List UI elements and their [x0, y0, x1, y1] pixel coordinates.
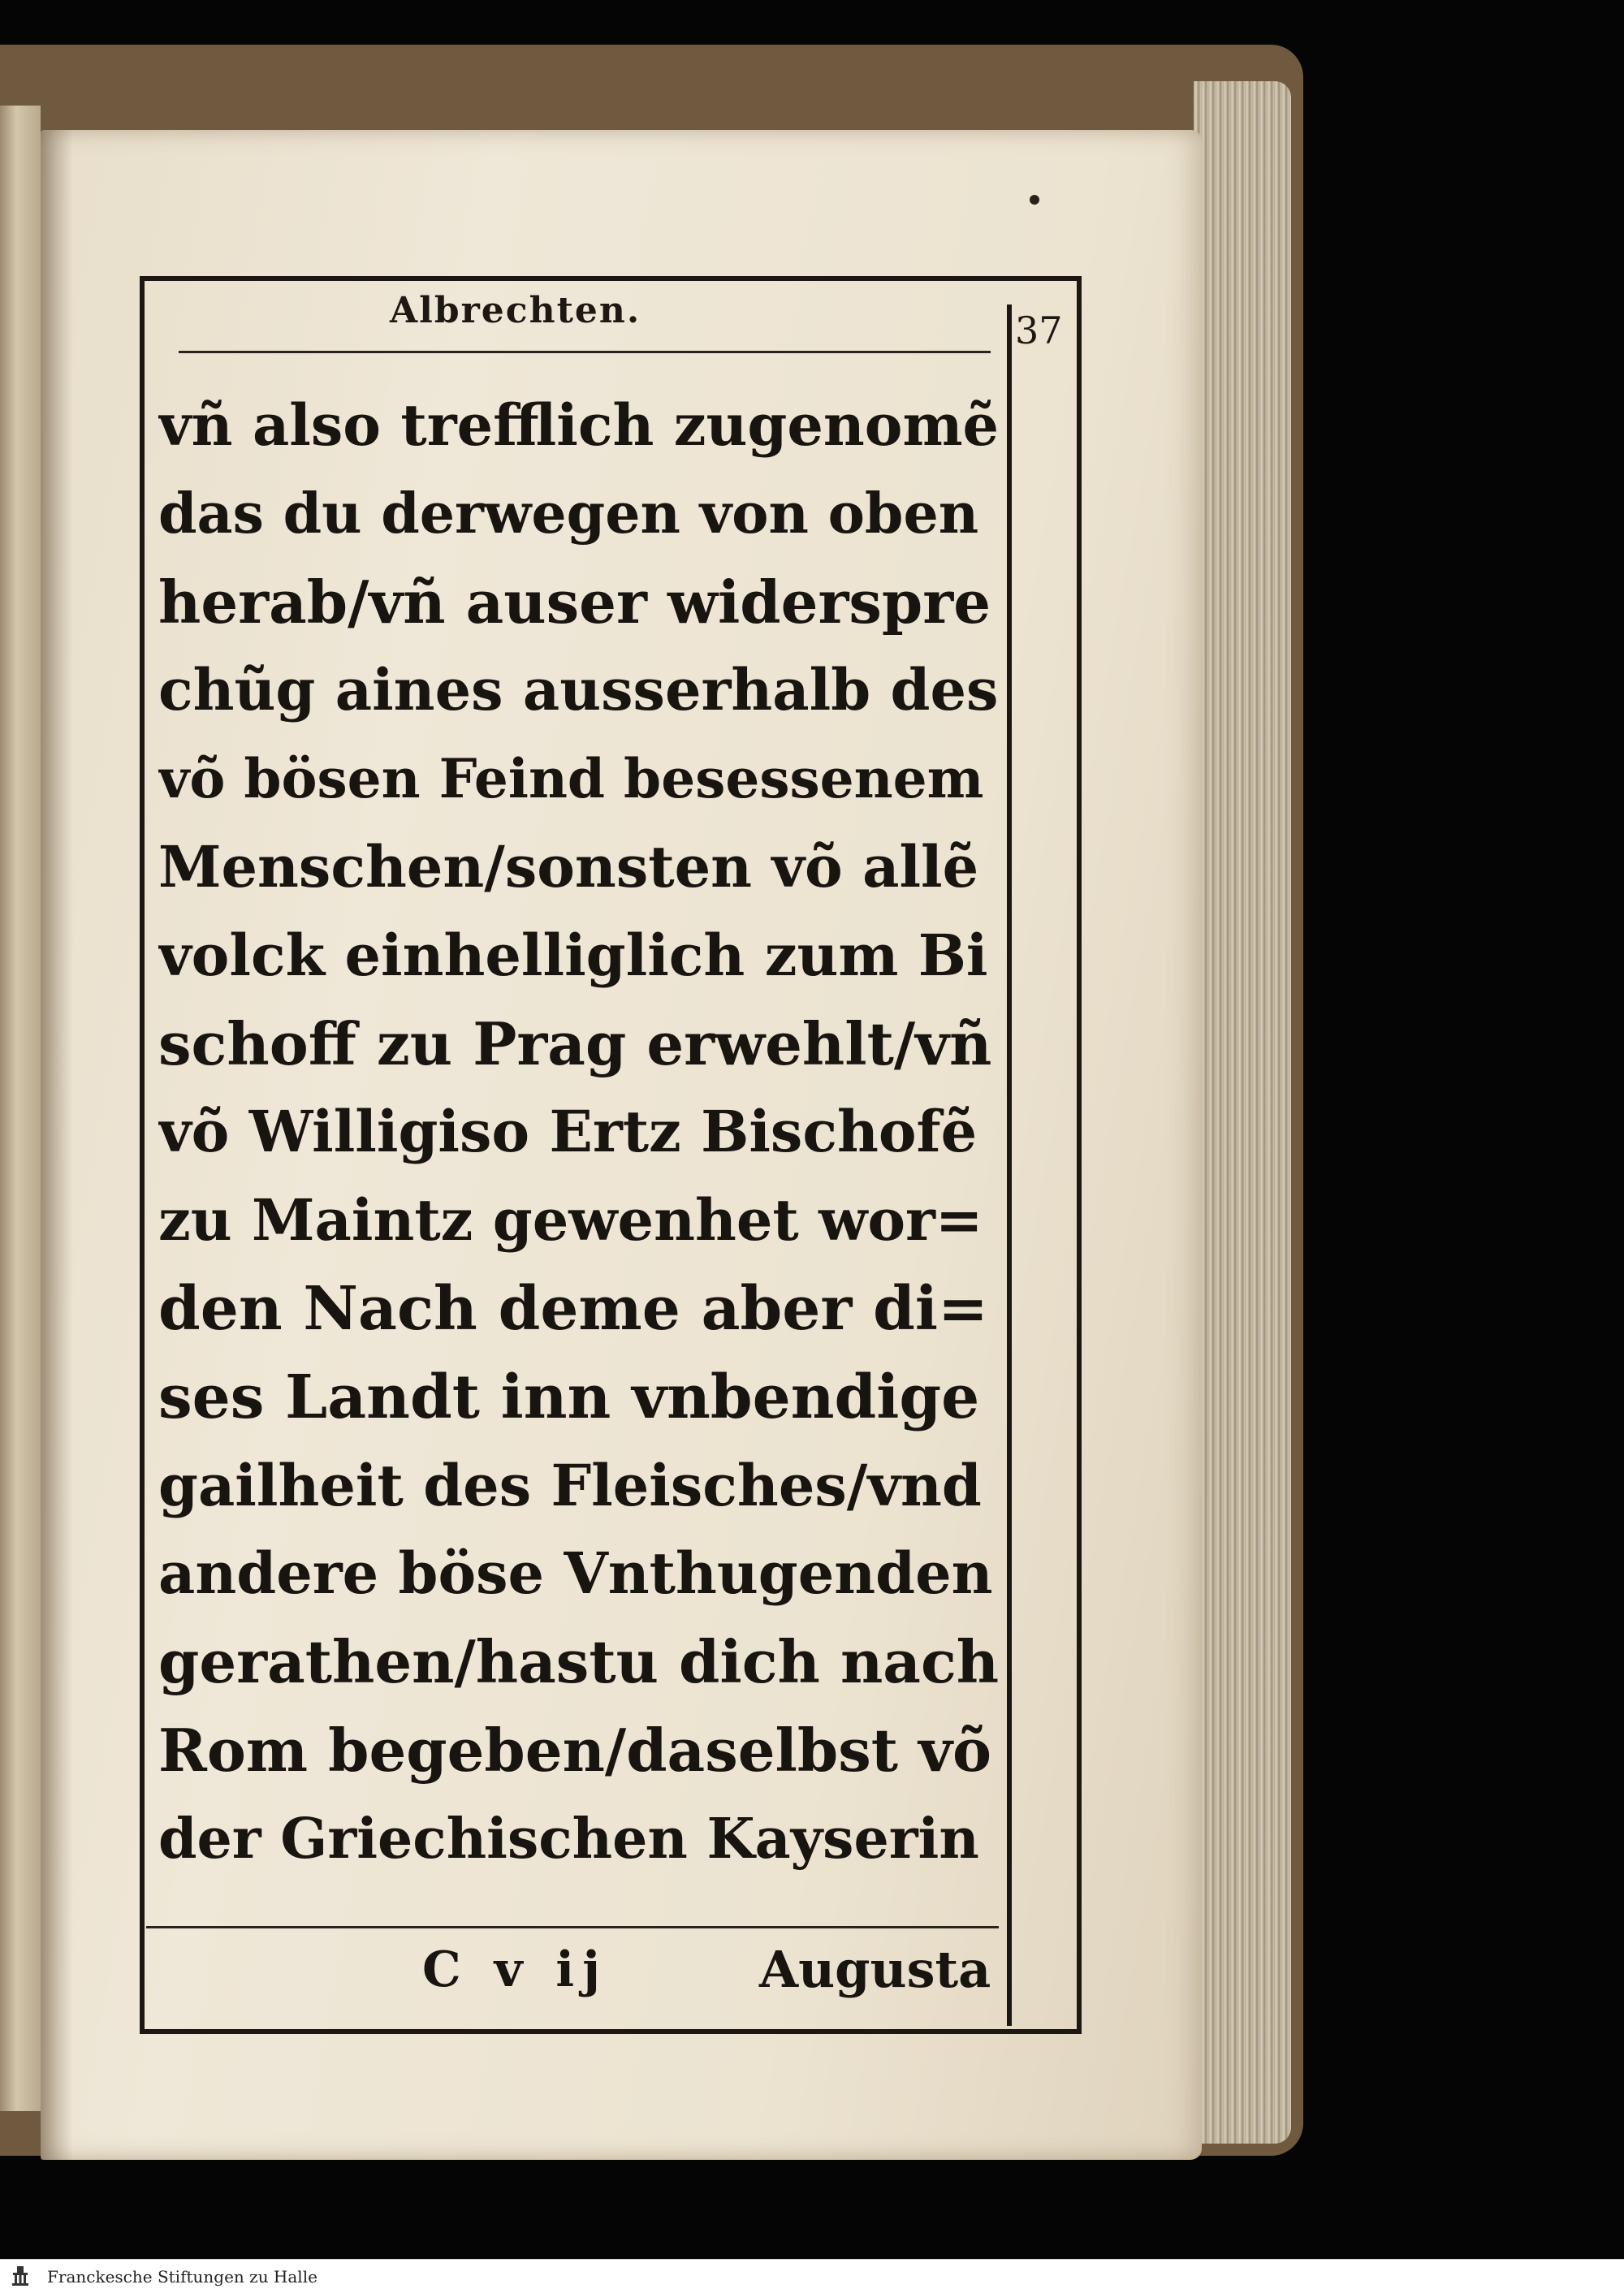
institution-logo-icon: [8, 2265, 32, 2289]
text-line: andere böse Vnthugenden: [158, 1539, 993, 1608]
text-line: Menschen/sonsten võ allẽ: [158, 832, 979, 900]
text-line: chũg aines ausserhalb des: [158, 656, 999, 724]
text-line: das du derwegen von oben: [158, 481, 979, 546]
body-text: [158, 382, 999, 1924]
text-line: gailheit des Fleisches/vnd: [158, 1451, 982, 1519]
text-line: ses Landt inn vnbendige: [158, 1362, 980, 1432]
frame-inner-rule: [1007, 304, 1012, 2026]
page-number: 37: [1015, 309, 1063, 352]
catchword: Augusta: [759, 1940, 991, 1999]
text-line: volck einhelliglich zum Bi: [158, 921, 988, 989]
text-line: Rom begeben/daselbst võ: [158, 1715, 991, 1785]
text-line: võ bösen Feind besessenem: [158, 747, 984, 811]
text-line: den Nach deme aber di=: [158, 1273, 988, 1344]
text-line: zu Maintz gewenhet wor=: [158, 1186, 983, 1254]
footer-bar: [0, 2259, 1624, 2293]
footer-credit: Franckesche Stiftungen zu Halle: [47, 2267, 317, 2287]
text-line: võ Willigiso Ertz Bischofẽ: [158, 1098, 978, 1166]
text-line: schoff zu Prag erwehlt/vñ: [158, 1008, 992, 1078]
signature-mark: C v ij: [422, 1941, 608, 1998]
page-edges: [1194, 81, 1291, 2144]
footer-rule: [146, 1926, 999, 1928]
text-line: herab/vñ auser widerspre: [158, 567, 991, 637]
ink-spot: [1030, 195, 1039, 205]
facing-page-edge: [0, 106, 41, 2111]
text-line: vñ also trefflich zugenomẽ: [158, 391, 999, 459]
text-line: der Griechischen Kayserin: [158, 1806, 979, 1872]
text-line: gerathen/hastu dich nach: [158, 1627, 999, 1697]
gutter-shadow: [41, 130, 73, 2160]
running-head: Albrechten.: [390, 290, 641, 331]
header-rule: [179, 351, 991, 353]
